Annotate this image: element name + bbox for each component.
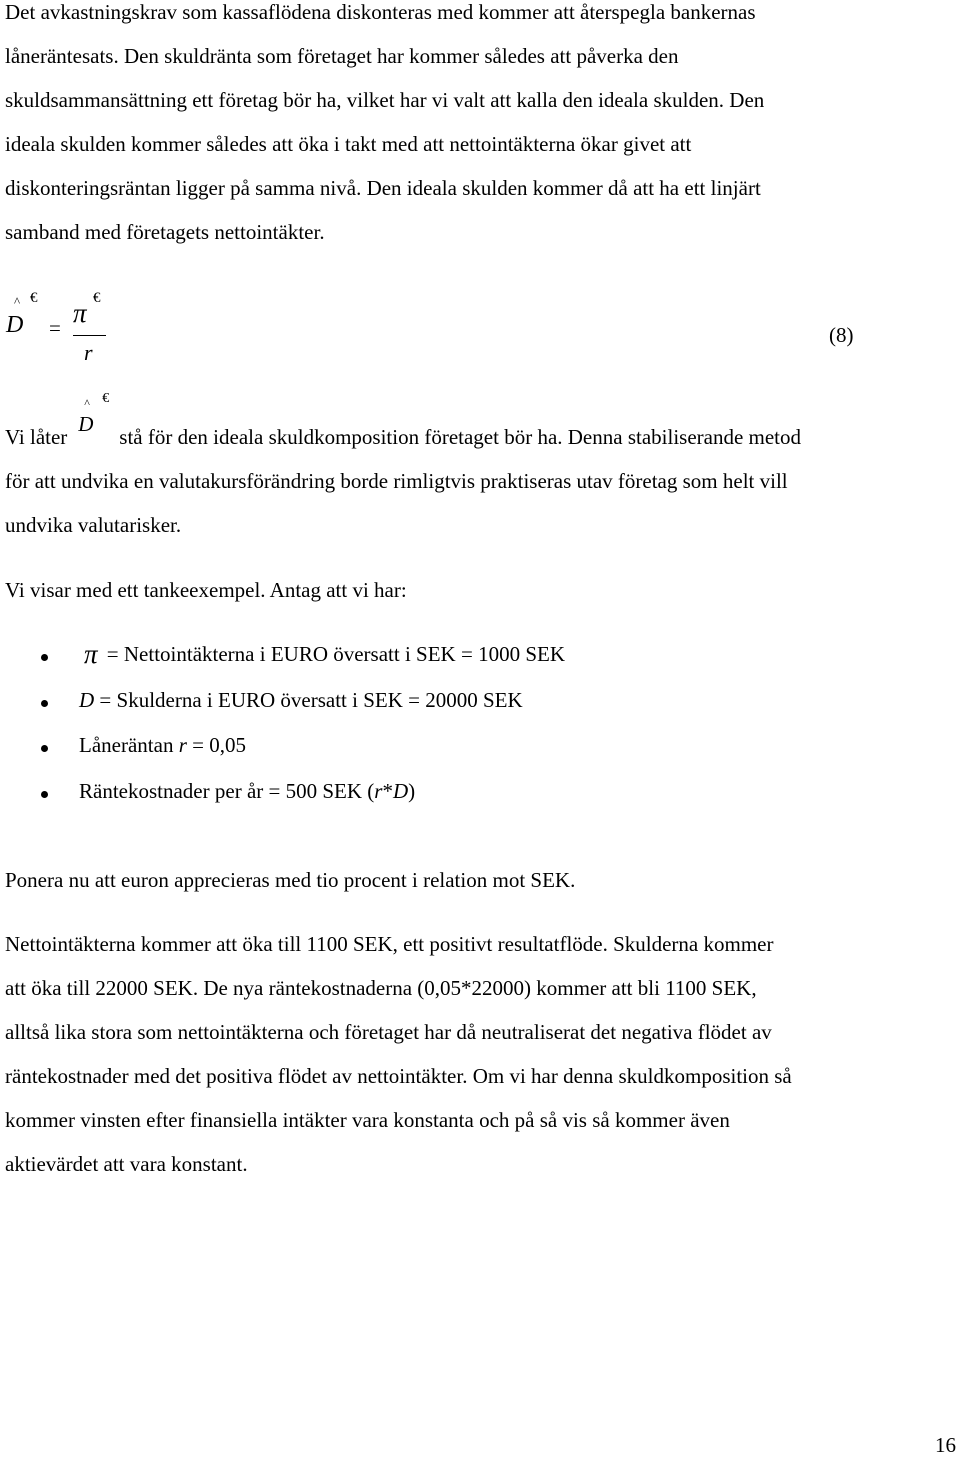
text-line: samband med företagets nettointäkter. <box>5 220 325 244</box>
var-r: r <box>178 733 187 757</box>
list-item <box>0 633 960 677</box>
bullet-icon <box>41 791 48 798</box>
euro-superscript: € <box>30 290 38 306</box>
symbol-D: D <box>78 412 94 436</box>
text-line: ideala skulden kommer således att öka i takt med att nettointäkterna ökar givet att <box>5 132 692 156</box>
list-item-text <box>79 733 246 758</box>
text-line: skuldsammansättning ett företag bör ha, vilket har vi valt att kalla den ideala skulden. Den <box>5 88 765 112</box>
euro-superscript: € <box>102 391 110 406</box>
list-item-text <box>79 688 523 713</box>
bullet-icon <box>41 745 48 752</box>
text-rest: stå för den ideala skuldkomposition företaget bör ha. Denna stabiliserande metod <box>119 425 802 449</box>
text-line: för att undvika en valutakursförändring borde rimligtvis praktiseras utav företag som helt vill <box>5 469 788 493</box>
list-item-content: = Skulderna i EURO översatt i SEK = 20000 SEK <box>94 688 523 712</box>
list-item-text <box>79 779 415 804</box>
bullet-icon <box>41 654 48 661</box>
bullet-icon <box>41 700 48 707</box>
formula-lhs-symbol: D <box>6 312 24 338</box>
text-line: räntekostnader med det positiva flödet av nettointäkter. Om vi har denna skuldkomposition så <box>5 1064 792 1088</box>
formula-denominator: r <box>84 340 93 365</box>
text-line: aktievärdet att vara konstant. <box>5 1152 248 1176</box>
var-D: D <box>392 779 409 803</box>
equals-sign: = <box>49 316 61 340</box>
text-line <box>5 391 955 459</box>
list-item <box>0 724 960 768</box>
pi-symbol: π <box>84 639 98 669</box>
euro-superscript: € <box>93 290 101 306</box>
paragraph-conclusion <box>5 922 955 1186</box>
text-line: Vi visar med ett tankeexempel. Antag att vi har: <box>5 578 407 602</box>
text-line: låneräntesats. Den skuldränta som företaget har kommer således att påverka den <box>5 44 679 68</box>
multiply-sign: * <box>382 779 393 803</box>
text-line: att öka till 22000 SEK. De nya räntekostnaderna (0,05*22000) kommer att bli 1100 SEK, <box>5 976 757 1000</box>
paragraph-appreciation <box>5 858 955 902</box>
paragraph-ideal-debt <box>5 0 955 254</box>
text-line: undvika valutarisker. <box>5 513 182 537</box>
paragraph-example-intro <box>5 568 955 612</box>
equation-number: (8) <box>829 323 854 347</box>
text-line: alltså lika stora som nettointäkterna och företaget har då neutraliserat det negativa flödet av <box>5 1020 772 1044</box>
text-line: kommer vinsten efter finansiella intäkter vara konstanta och på så vis så kommer även <box>5 1108 730 1132</box>
list-item-content: Räntekostnader per år = 500 SEK ( <box>79 779 375 803</box>
page-number: 16 <box>935 1433 956 1457</box>
text-line: Nettointäkterna kommer att öka till 1100 SEK, ett positivt resultatflöde. Skulderna kommer <box>5 932 774 956</box>
formula-numerator: π <box>73 298 87 328</box>
list-item-content: = Nettointäkterna i EURO översatt i SEK = 1000 SEK <box>106 642 565 666</box>
list-item <box>0 770 960 814</box>
list-item-content: = 0,05 <box>186 733 246 757</box>
text-line: Ponera nu att euron apprecieras med tio procent i relation mot SEK. <box>5 868 576 892</box>
close-paren: ) <box>408 779 416 803</box>
hat-accent: ^ <box>14 294 21 309</box>
paragraph-let-D <box>5 391 955 547</box>
text-line: diskonteringsräntan ligger på samma nivå. Den ideala skulden kommer då att ha ett linjärt <box>5 176 761 200</box>
var-r: r <box>374 779 383 803</box>
text-line: Det avkastningskrav som kassaflödena diskonteras med kommer att återspegla bankernas <box>5 0 756 24</box>
var-D: D <box>79 688 95 712</box>
list-item-text <box>84 637 565 668</box>
equation-8 <box>0 290 960 380</box>
hat-accent: ^ <box>84 396 90 410</box>
fraction-bar <box>73 335 106 336</box>
inline-symbol-D-hat <box>67 391 119 444</box>
list-item <box>0 679 960 723</box>
text-lead: Vi låter <box>5 425 68 449</box>
list-item-content: Låneräntan <box>79 733 179 757</box>
